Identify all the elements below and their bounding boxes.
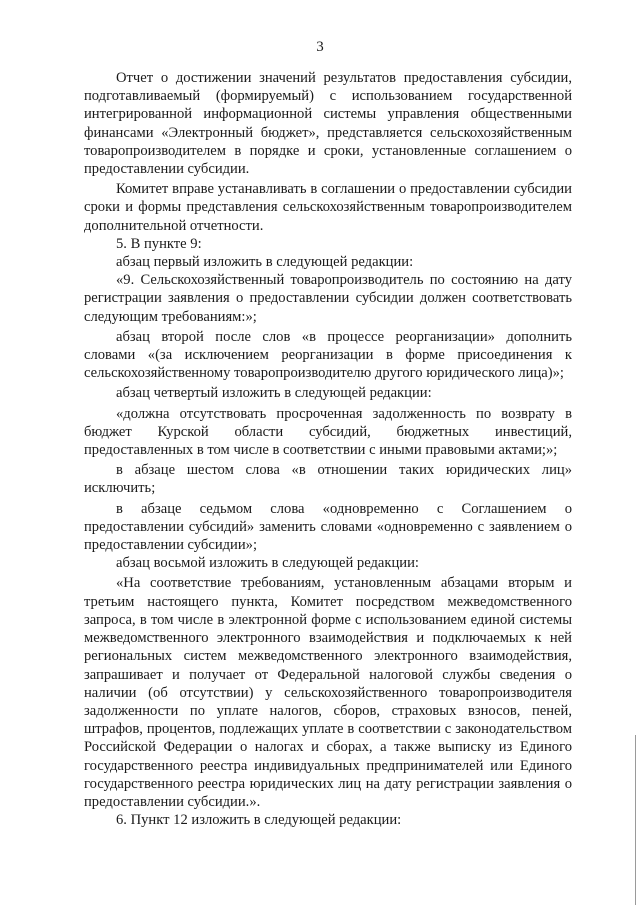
paragraph-report-on-results: Отчет о достижении значений результатов предоставления субсидии, подготавливаемый (формируемый) с использованием государственной интегрированной информационной системы управления общественными финансами «Электронный бюджет», представляется сельскохозяйственным товаропроизводителем в порядке и сроки, установленные соглашением о предоставлении субсидии. [84, 70, 572, 178]
paragraph-interagency-request: «На соответствие требованиям, установленным абзацами вторым и третьим настоящего пункта, Комитет посредством межведомственного запроса, в том числе в электронной форме с использованием единой системы межведомственного электронного взаимодействия и подключаемых к ней региональных систем межведомственного электронного взаимодействия, запрашивает и получает от Федеральной налоговой службы сведения о наличии (об отсутствии) у сельскохозяйственного товаропроизводителя задолженности по уплате налогов, сборов, страховых взносов, пеней, штрафов, процентов, подлежащих уплате в соответствии с законодательством Российской Федерации о налогах и сборах, а также выписку из Единого государственного реестра индивидуальных предпринимателей или Единого государственного реестра юридических лиц на дату регистрации заявления о предоставлении субсидии.». [84, 575, 572, 810]
paragraph-item-9-new-text: «9. Сельскохозяйственный товаропроизводитель по состоянию на дату регистрации заявления о предоставлении субсидии должен соответствовать следующим требованиям:»; [84, 272, 572, 325]
paragraph-seventh-abzac-amendment: в абзаце седьмом слова «одновременно с Соглашением о предоставлении субсидий» заменить словами «одновременно с заявлением о предоставлении субсидии»; [84, 500, 572, 554]
page-number: 3 [316, 39, 324, 55]
paragraph-sixth-abzac-amendment: в абзаце шестом слова «в отношении таких юридических лиц» исключить; [84, 462, 572, 497]
paragraph-item-5-heading: 5. В пункте 9: [116, 235, 202, 252]
scan-edge-mark [635, 735, 636, 905]
paragraph-fourth-abzac-instruction: абзац четвертый изложить в следующей редакции: [116, 385, 432, 402]
paragraph-second-abzac-amendment: абзац второй после слов «в процессе реорганизации» дополнить словами «(за исключением реорганизации в форме присоединения к сельскохозяйственному товаропроизводителю другого юридического лица)»; [84, 328, 572, 382]
document-body [84, 69, 572, 829]
paragraph-committee-additional-reporting: Комитет вправе устанавливать в соглашении о предоставлении субсидии сроки и формы представления сельскохозяйственным товаропроизводителем дополнительной отчетности. [84, 181, 572, 234]
paragraph-eighth-abzac-instruction: абзац восьмой изложить в следующей редакции: [116, 555, 419, 572]
paragraph-debt-requirement: «должна отсутствовать просроченная задолженность по возврату в бюджет Курской области субсидий, бюджетных инвестиций, предоставленных в том числе в соответствии с иными правовыми актами;»; [84, 405, 572, 459]
paragraph-item-6-heading: 6. Пункт 12 изложить в следующей редакции: [116, 812, 402, 829]
paragraph-first-abzac-instruction: абзац первый изложить в следующей редакции: [116, 254, 414, 271]
